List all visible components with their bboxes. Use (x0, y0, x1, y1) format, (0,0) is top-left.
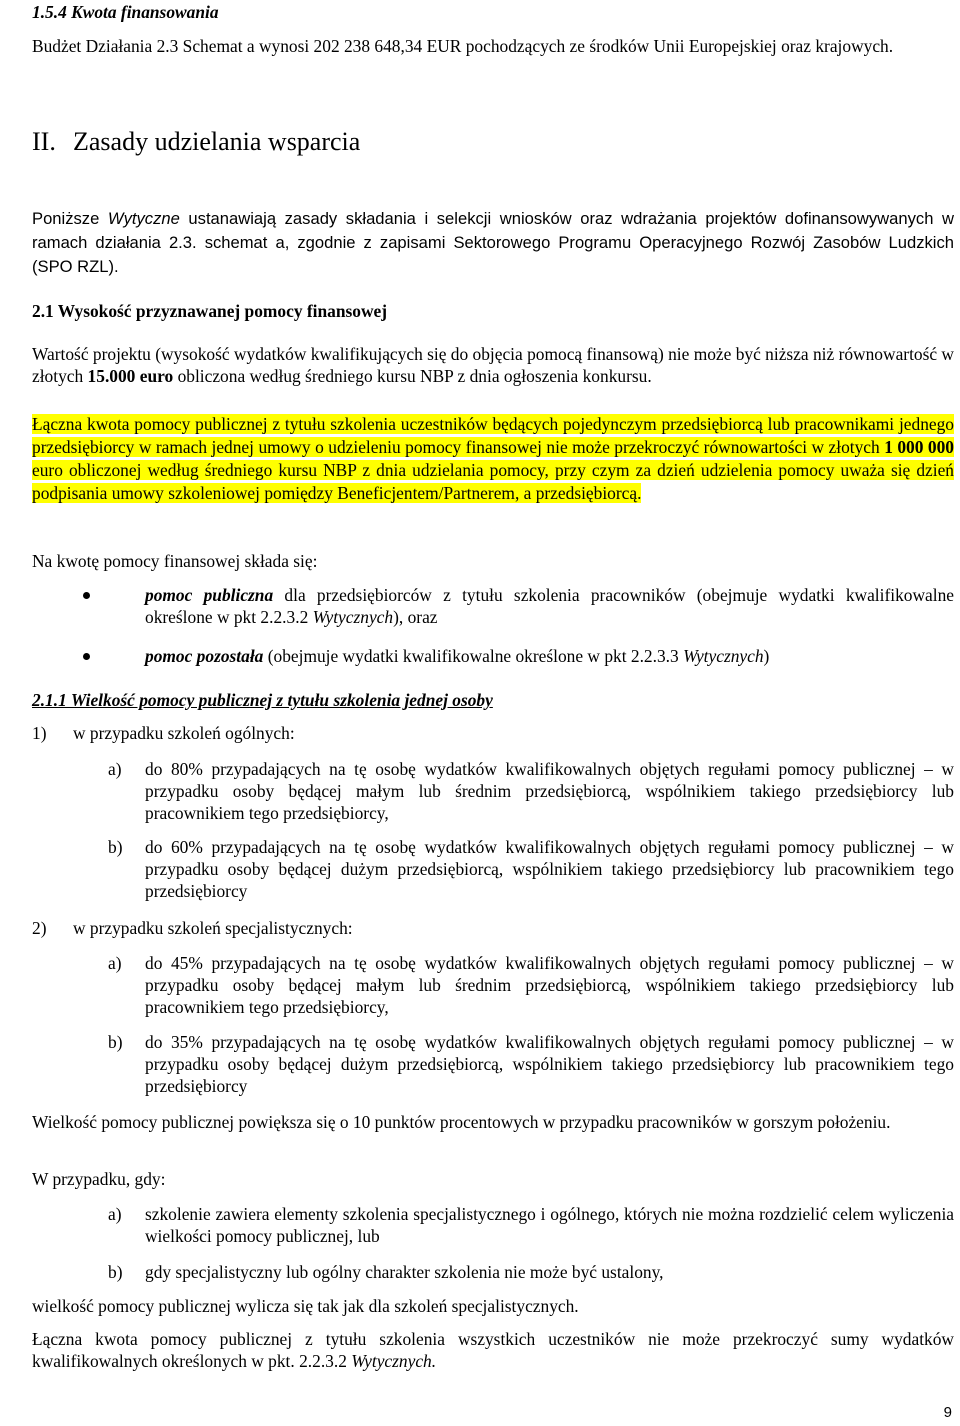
bullet-icon (83, 653, 90, 660)
conditions-intro: W przypadku, gdy: (32, 1169, 166, 1189)
list-label: a) (108, 953, 122, 973)
list-label: 2) (32, 918, 47, 938)
section-heading-2-1-1: 2.1.1 Wielkość pomocy publicznej z tytułu szkolenia jednej osoby (32, 690, 493, 710)
list-item-general-a: do 80% przypadających na tę osobę wydatków kwalifikowalnych objętych regułami pomocy publicznej – w przypadku osoby będącej małym lub średnim przedsiębiorcą, wspólnikiem takiego przedsiębiorcy lub pracownikiem tego przedsiębiorcy, (145, 759, 954, 823)
list-label: b) (108, 1262, 123, 1282)
section-heading-2-1: 2.1 Wysokość przyznawanej pomocy finansowej (32, 301, 388, 321)
bullet-item-other-aid: pomoc pozostała (obejmuje wydatki kwalifikowalne określone w pkt 2.2.3.3 Wytycznych) (145, 646, 770, 666)
conclusion-paragraph: wielkość pomocy publicznej wylicza się tak jak dla szkoleń specjalistycznych. (32, 1296, 579, 1316)
condition-item-a: szkolenie zawiera elementy szkolenia specjalistycznego i ogólnego, których nie można rozdzielić celem wyliczenia wielkości pomocy publicznej, lub (145, 1204, 954, 1246)
increase-paragraph: Wielkość pomocy publicznej powiększa się o 10 punktów procentowych w przypadku pracowników w gorszym położeniu. (32, 1112, 891, 1132)
chapter-number: II. (32, 127, 56, 156)
chapter-title: Zasady udzielania wsparcia (73, 127, 361, 156)
condition-item-b: gdy specjalistyczny lub ogólny charakter szkolenia nie może być ustalony, (145, 1262, 664, 1282)
bullet-icon (83, 592, 90, 599)
list-item-specialist-a: do 45% przypadających na tę osobę wydatków kwalifikowalnych objętych regułami pomocy publicznej – w przypadku osoby będącej małym lub średnim przedsiębiorcą, wspólnikiem takiego przedsiębiorcy lub pracownikiem tego przedsiębiorcy, (145, 953, 954, 1017)
list-label: 1) (32, 723, 47, 743)
project-value-paragraph: Wartość projektu (wysokość wydatków kwalifikujących się do objęcia pomocą finansową) nie może być niższa niż równowartość w złotych 15.000 euro obliczona według średniego kursu NBP z dnia ogłoszenia konkursu. (32, 344, 954, 386)
budget-paragraph: Budżet Działania 2.3 Schemat a wynosi 202 238 648,34 EUR pochodzących ze środków Unii Europejskiej oraz krajowych. (32, 36, 894, 56)
list-label: a) (108, 1204, 122, 1224)
bullet-item-public-aid: pomoc publiczna dla przedsiębiorców z tytułu szkolenia pracowników (obejmuje wydatki kwalifikowalne określone w pkt 2.2.3.2 Wytycznych), oraz (145, 585, 954, 627)
list-label: b) (108, 1032, 123, 1052)
intro-paragraph: Poniższe Wytyczne ustanawiają zasady składania i selekcji wniosków oraz wdrażania projektów dofinansowywanych w ramach działania 2.3. schemat a, zgodnie z zapisami Sektorowego Programu Operacyjnego Rozwój Zasobów Ludzkich (SPO RZL). (32, 209, 954, 276)
list-item-general: w przypadku szkoleń ogólnych: (73, 723, 295, 743)
total-paragraph: Łączna kwota pomocy publicznej z tytułu szkolenia wszystkich uczestników nie może przekroczyć sumy wydatków kwalifikowalnych określonych w pkt. 2.2.3.2 Wytycznych. (32, 1329, 954, 1371)
highlighted-paragraph: Łączna kwota pomocy publicznej z tytułu szkolenia uczestników będących pojedynczym przedsiębiorcą lub pracownikami jednego przedsiębiorcy w ramach jednej umowy o udzieleniu pomocy finansowej nie może przekroczyć równowartości w złotych 1 000 000 euro obliczonej według średniego kursu NBP z dnia udzielania pomocy, przy czym za dzień udzielenia pomocy uważa się dzień podpisania umowy szkoleniowej pomiędzy Beneficjentem/Partnerem, a przedsiębiorcą. (32, 414, 954, 503)
page-number: 9 (943, 1404, 952, 1421)
list-item-general-b: do 60% przypadających na tę osobę wydatków kwalifikowalnych objętych regułami pomocy publicznej – w przypadku osoby będącej dużym przedsiębiorcą, wspólnikiem takiego przedsiębiorcy lub pracownikiem tego przedsiębiorcy (145, 837, 954, 901)
list-label: b) (108, 837, 123, 857)
composition-intro: Na kwotę pomocy finansowej składa się: (32, 551, 318, 571)
list-item-specialist-b: do 35% przypadających na tę osobę wydatków kwalifikowalnych objętych regułami pomocy publicznej – w przypadku osoby będącej dużym przedsiębiorcą, wspólnikiem takiego przedsiębiorcy lub pracownikiem tego przedsiębiorcy (145, 1032, 954, 1096)
list-item-specialist: w przypadku szkoleń specjalistycznych: (73, 918, 353, 938)
list-label: a) (108, 759, 122, 779)
section-heading-1-5-4: 1.5.4 Kwota finansowania (32, 2, 219, 22)
